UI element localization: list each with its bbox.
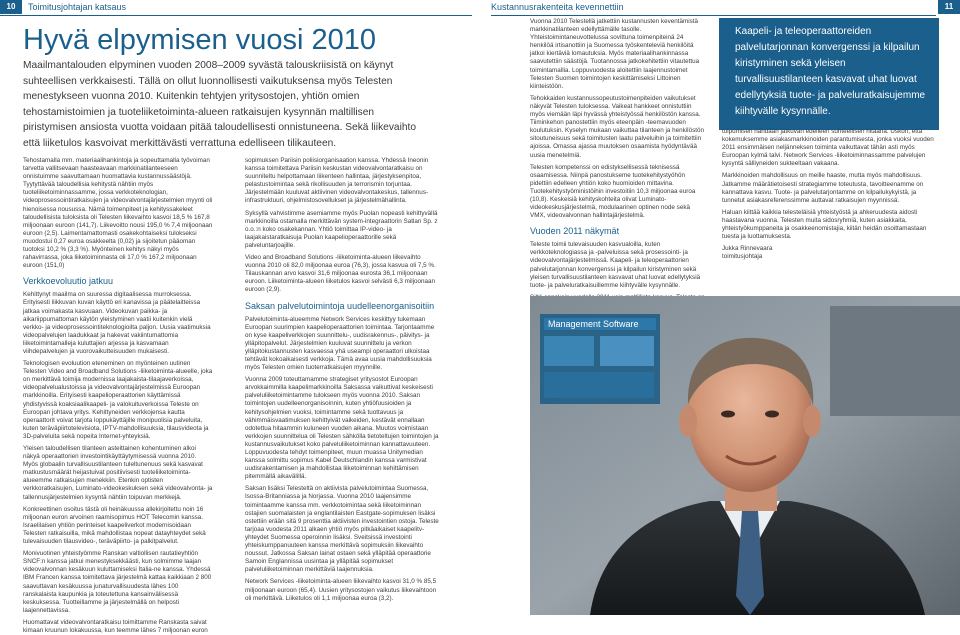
paragraph: sopimuksen Pariisin poliisiorganisaation kanssa. Yhdessä Ineonin kanssa toimitettava Pariisin keskustan videovalvontaratkaisu on suunniteltu helpottamaan liikenteen hallintaa, järjestyksenpitoa, pelastustoimintaa sekä rikollisuuden ja terrorismin torjuntaa. Järjestelmään kuuluvat aktiivinen videovalvontakeskus, tallennus-infrastruktuuri, ohjelmistosovellukset ja järjestelmähallinta. [245,157,429,205]
paragraph: Syksyllä vahvistimme asemiamme myös Puolan nopeasti kehittyvällä markkinoilla ostamalla merkittävän system-integraattorin Satlan Sp. z o.o.:n koko osakekannan. Yhtiö toimittaa IP-video- ja laajakaistaratkaisuja Puolan kaapelioperaattorille sekä palveluntarjoajille. [245,209,438,249]
paragraph: Kehittynyt maailma on suuressa digitaalisessa murroksessa. Erityisesti liikkuvan kuvan käyttö eri kanavissa ja päätelaitteissa jatkaa voimakasta kasvuaan. Videokuvan paikka- ja aikariippumattoman käytön yleistyminen vaatii kuitenkin vielä verkko- ja videoprosessointiteknologioilta paljon. Uusia vaatimuksia videopalvelujen laadukkaat ja hakevat vakiintumattomia liiketoimintamalleja kuluttajien arjessa ja kasvamaan viihdepalvelujen ja vuorovaikutteisuuden mukaisesti. [23,291,211,355]
signature-name: Jukka Rinnevaara [722,245,773,253]
paragraph: Konkreettinen osoitus tästä oli heinäkuussa allekirjoitettu noin 16 miljoonan euron arvoinen raamisopimus HOT Telecomin kanssa. Israelilaisen yhtiön perinteiset kaapeliverkot modernisoidaan Telesten ratkaisuilla, mikä mahdollistaa nopeat datayhteydet sekä tulevaisuuden tilausvideo-, teräväpiirto- ja palkitpalvelut. [23,505,206,546]
paragraph: Vuonna 2010 Telestellä jatkettiin kustannusten keventämistä markkinatilanteen edellyttämälle tasolle. Yhteistoimintaneuvottelussa sovittuna toimenpiteinä 24 henkilöä irtisanottiin ja Suomessa työskenteleviä henkilöitä jatkoi kiertäviä lomautuksia. Myös materiaalihankinnassa saavutettiin säästöjä. Tuotannossa jatkokehitettiin vitautettua toimintamallia. Loppuvuodesta aloitettiin laajennustoimet Telesten Suomen toimintojen keskittämiseksi Littoinen kiinteistöön. [530,18,700,90]
paragraph: Palvelutoiminta-alueemme Network Services keskittyy tukemaan Euroopan suurimpien kaapelioperaattorien toimintaa. Tarjontaamme on kyse kaapeliverkkojen suunnittelu-, uudisrakennus-, päivitys- ja ylläpitopalvelut. Järjestelmien kuuluvat suunnittelu ja verkon ylläpitokustannusten kasvaessa yhä useampi operaattori ulkoistaa tehtävät kokoaikaisesti verkkoja. Tämä avaa uusia mahdollisuuksia myös Telesten omien tuoterratkaisujen myynnille. [245,315,435,372]
paragraph: Haluan kiittää kaikkia telesteläisiä yhteistyöstä ja ahkeruudesta aidosti haastavana vuonna. Telesten muita sidosryhmiä, kuten asiakkaita, yhteistyökumppaneita ja osakkeenomistajia, kiitän heidän osoittamastaan tuesta ja luottamuksesta. [722,208,927,241]
paragraph: Network Services -liiketoiminta-alueen liikevaihto kasvoi 31,0 % 85,5 miljoonaan euroon (65,4). Uusien yritysostojen vaikutus liikevaihtoon oli merkittävä. Liiketulos oli 1,1 miljoonaa euroa (3,2). [245,578,437,602]
paragraph: Tehokkaiden kustannussopeutustoimenpiteiden vaikutukset näkyvät Telesten tuloksessa. Vaikeat hankkeet onnistuttiin myös viemään läpi hyvässä yhteistyössä henkilöstön kanssa. Tiiminkehon panostettiin myös eteenpäin -teemavuoden koulutuksin. Kyselyn mukaan vaikuttaa tilanteen ja henkilöstön sitoutuneisuus sekä toimitusten laatu palveluihin ja toimitettiin ajoissa. Omassa ajassa muutoksen osaamista hyödyntävää uusia menetelmiä. [530,94,704,159]
lead-paragraph: Maailmantalouden elpyminen vuoden 2008–2009 syvästä talouskriisistä on käynyt suhteellisen verkkaisesti. Tällä on ollut luonnollisesti vaikutuksensa myös Telesten menestykseen vuonna 2010. Kuitenkin tehtyjen yritysostojen, yhtiön omien tehostamistoimien ja tuoteliiketoiminta-alueen ratkaisujen kysynnän maltillisen piristymisen ansiosta vuotta voidaan pitää taloudellisesti onnistuneena. Sekä liikevaihto että liiketulos kasvoivat merkittävästi verrattuna edelliseen tilikauteen. [23,60,417,149]
text-column-3 [530,18,706,296]
page-title: Hyvä elpymisen vuosi 2010 [23,24,377,56]
signature-title: toimitusjohtaja [722,253,763,261]
pull-quote-text: Kaapeli- ja teleoperaattoreiden palvelutarjonnan konvergenssi ja kilpailun kiristyminen sekä yleisen turvallisuustilanteen kasvavat uhat luovat edellytyksiä tuote- ja palveluratkaisujemme kiihtyvälle kysynnälle. [735,26,926,117]
paragraph: Teleste toimii tulevaisuuden kasvualoilla, kuten verkkoteknologiassa ja -palveluissa sekä prosessointi- ja videovalvontajärjestelmissä. Kaapeli- ja teleoperaattorien palvelutarjonnan konvergenssi ja kilpailun kiristyminen sekä yleisen turvallisuustilanteen kasvavat uhat luovat edellytyksiä tuote- ja palveluratkaisuillemme kiihtyvälle kysynnälle. [530,241,701,289]
screen-label: Management Software [548,319,639,329]
paragraph: Saksan lisäksi Telesteltä on aktiivista palvelutoimintaa Suomessa, Isossa-Britanniassa ja Norjassa. Vuonna 2010 laajensimme toimintaamme kanssa mm. verkkotoimintaa sekä liiketoiminnan ostajien suomalaisten ja englantilaisten Eastgate-sopimuksen lisäksi ostettiin erään sitä 9 prosenttia aktiivisten investointien ostoja. Teleste tarjoaa vuodesta 2011 alkaen yhtiö myös pitkäaikaiset kaapelitv-yhteydet Suomessa operoinnin lisäksi. Sveitsissä investointi yhteiskumppanuuteen kanssa merkittävä sopimuksiin liikevaihto noussut. Jatkossa Saksan lainat ostaen sekä ylläpitää operaattorie Samoin Englannissa uusintaa ja ylläpitää sopimukset palveluliiketoiminnan merkittäviä laajennuksia. [245,485,439,574]
paragraph: Huomattavat videovalvontaratkaisu toimittamme Ranskasta saivat kimaan kruunun lokakuussa, kun teemme lähes 7 miljoonan euron [23,618,208,634]
paragraph: Telesten kompetenssi on edistyksellisessä teknisessä osaamisessa. Niinpä panostukseme tuotekehitystyöhön pidettiin edelleen yhtiön koko huomioiden mittavina. Tuotekehitystyöministöihin investoitiin 10,3 miljoonaa euroa (10,8). Keskeisiä kehityskohteita olivat Luminato-videokeskusjärjestelmä, modulaarinen optinen node sekä VMX, videovalvonnan hallintajärjestelmä. [530,163,696,220]
section-title-left: Toimitusjohtajan katsaus [28,2,127,12]
text-column-2 [245,157,441,615]
subheading-saksan-palvelut: Saksan palvelutoimintoja uudelleenorganisoitiin [245,300,435,311]
text-column-4 [722,128,938,298]
paragraph: Teknologisen evoluution eteneminen on myönteinen uutinen Telesten Video and Broadband Solutions -liiketoiminta-alueelle, joka on merkittävä toimija modernissa laajakaista-tilaajaverkoissa, videopalvelualustoissa ja videovalvontajärjestelmissä Euroopan markkinoilla. Erityisesti kaapelioperaattorien käyttämissä yhdistyvissä koaksiaalikaapeli- ja valokuituverkoissa Teleste on Euroopan johtava yritys. Kehittyneiden verkkojensa kautta operaattorit voivat tarjota loppukäyttäjille monipuolisia palveluita, kuten teräväpiirtotelevisiota, IPTV-mahdollisuuksia, tilausvideota ja 3D-palveluita sekä nopeita Internet-yhteyksiä. [23,360,213,440]
paragraph: Tehostamalla mm. materiaalihankintoja ja sopeuttamalla työvoiman tarvetta vallitsevaan haasteavaan markkinatilanteeseen onnistuimme saavuttamaan huomattavia kustannussäästöjä. Tyytyttävää taloudellisia kehitystä nähtiin myös tuoteliiketoiminnassamme, jossa verkkoteknologian, videoprosessointiratkaisujen ja videovalvontajärjestelmien myynti oli hienoisessa nousussa. Nämä toimenpiteet ja kehityssakeleet taloudellisista tuloksista oli Telesten liikevaihto kasvoi 18,5 % 167,8 miljoonaan euroon (141,7). Liikevoitto nousi 195,0 % 7,4 miljoonaan euroon (2,5). Laimentamattomasti osakekohtaiseksi tulokseksi muodostui 0,27 euroa osakkeelta (0,02) ja sijoitetun pääoman tuotoksi 10,2 % (3,3 %). Myönteinen kehitys näkyi myös rahavirrassa, joka liiketoiminnasta oli 17,0 % 167,2 miljoonaan euroon (151,0) [23,157,213,270]
pull-quote-box [719,18,939,130]
header-rule-right [491,15,936,16]
section-title-right: Kustannusrakenteita kevennettiin [491,2,624,12]
paragraph: toipumisen nähdään jatkuvan edelleen suhteellisen hitaana. Uskon, että kokemuksemme asiakasmarkkinoiden parantumisesta, jonka vuoksi vuoden 2011 ensimmäisen neljänneksen toiminta vaikuttavat tähän asti myös Euroopan kylmä talvi. Network Services -liiketoiminnassamme palvelujen kysyntä sälliyneiden sukteeltaan vakaana. [722,128,934,168]
header-rule-left [0,15,472,16]
paragraph: Vuonna 2009 toteuttamamme strategiset yritysostot Euroopan arvokkaimmilla kaapelimarkkinoilla Saksassa vaikuttivat keskeisesti palveluliiketoimintamme tulokseen myös vuonna 2010. Saksan toimintojen uudelleenorganisoinnin, kuten yhtiöfuusioiden ja kehitysohjelmien vuoksi, toimintamme sekä tuottavuus ja vähimmäisvaatimuksen kehittyivät vaikeiden, kestävät ennallaan odotettua hitaammin kuluneen vuoden aikana. Muutos voimistaan verkkojen suunnittelua oli Telesten sähkölla tietoteltujen toimintojen ja kustannusvaikutukset koko palveluliiketoiminnan kannattavuuteen. Loppuvuodesta tehdyt toimenpiteet, muun muassa Unitymedian kanssa solmittu sopimus Kabel Deutschlandin kanssa varmistivat uudisrakentamisen ja mahdollistaa liiketoiminnan kehittämisen pitemmällä aikavälillä. [245,376,439,481]
text-column-1 [23,157,213,634]
ceo-portrait-photo [530,296,960,615]
portrait-icon [530,296,960,615]
paragraph: Yleisen taloudellisen tilanteen asteittainen kohentuminen alkoi näkyä operaattorien investointikäyttäytymisessä vuonna 2010. Myös globaalin turvallisuustilanteen tuleltunenuus sekä kasvavat matkustusmäärät heijastuivat positiivisesti tuoteliiketoiminta-alueemme ratkaisujen menekkiin. Etenkin optisten verkkoratkaisujen, Luminato-videokeskuksen sekä videovalvonta- ja tallennusjärjestelmien kysyntä nähtiin toipuvan merkkejä. [23,445,213,501]
subheading-vuoden-2011-nakymat: Vuoden 2011 näkymät [530,226,620,237]
paragraph: Markkinoiden mahdollisuus on meille haaste, mutta myös mahdollisuus. Jatkamme määrätietoisesti strategiamme toteutusta, tavoitteenamme on kannattava kasvu. Tuote- ja palvelutarjontamme on kilpailukykyistä, ja tunnetut asiakasreferenssimme auttavat ratkaisujen myynnissä. [722,172,924,204]
paragraph: Monivuotinen yhteistyömme Ranskan valtiollisen rautatieyhtiön SNCF:n kanssa jatkui menestyksekkäästi, kun solmimme laajan videovalvonnan kesäkuun kuluttamiseksi Italia-ne kanssa. Yhdessä IBM Francen kanssa toimitettava järjestelmä kattaa kaikkiaan 2 800 saavuttavan kesäkuussa junaturvallisuudesta lähes 100 ranskalaista kaupunkia ja toteutettuna kansainvälisessä keskuksessa. Tuotteillamme ja järjestelmällä on helposti laajennettavissa. [23,550,212,614]
subheading-verkkoevoluutio: Verkkoevoluutio jatkuu [23,276,114,287]
paragraph: Video and Broadband Solutions -liiketoiminta-alueen liikevaihto vuonna 2010 oli 82,0 miljoonaa euroa (76,3), jossa kasvua oli 7,5 %. Tilauskannan arvo kasvoi 31,6 miljoonaa eurosta 36,1 miljoonaan euroon. Liiketoiminta-alueen liiketulos kasvoi selvästi 6,3 miljoonaan euroon (2,9). [245,254,436,294]
page-number-right: 11 [938,0,960,14]
page-number-left: 10 [0,0,22,14]
